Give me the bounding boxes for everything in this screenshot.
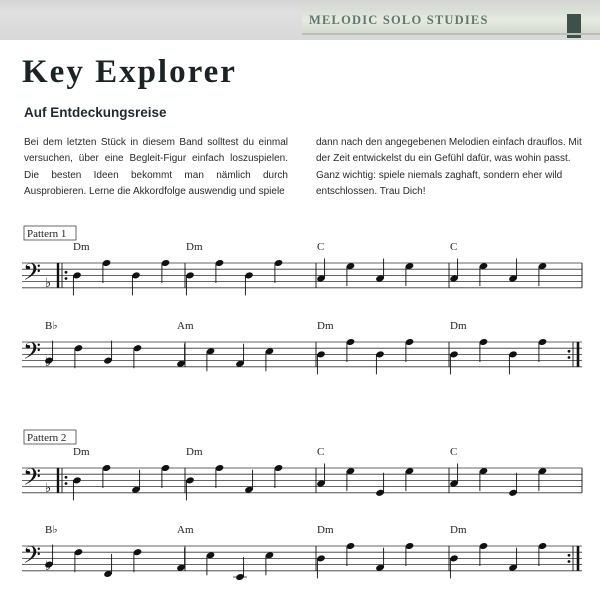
flat-key-signature-icon: ♭ — [45, 480, 52, 496]
bass-clef-icon: 𝄢 — [23, 541, 42, 574]
repeat-dot — [568, 560, 571, 563]
repeat-dot — [568, 350, 571, 353]
bass-clef-icon: 𝄢 — [23, 258, 42, 291]
repeat-dot — [65, 482, 68, 485]
repeat-dot — [65, 277, 68, 280]
flat-key-signature-icon: ♭ — [45, 275, 52, 291]
chord-symbol: Dm — [450, 524, 467, 536]
page-title: Key Explorer — [22, 54, 237, 90]
chord-symbol: C — [450, 446, 458, 458]
repeat-dot — [568, 554, 571, 557]
chord-symbol: Dm — [317, 524, 334, 536]
body-text-right: dann nach den angegebenen Melodien einfach drauflos. Mit der Zeit entwickelst du ein Gefühl dafür, was wohin passt. Ganz wichtig: spiele niemals zaghaft, sondern eher wild entschlossen. Trau Dich! — [316, 137, 582, 197]
bass-clef-icon: 𝄢 — [23, 463, 42, 496]
bass-clef-icon: 𝄢 — [23, 337, 42, 370]
chord-symbol: Am — [177, 524, 194, 536]
chord-symbol: Am — [177, 320, 194, 332]
chord-symbol: C — [317, 446, 325, 458]
chord-symbol: Dm — [73, 446, 90, 458]
section-title: MELODIC SOLO STUDIES — [309, 13, 489, 27]
chord-symbol: Dm — [73, 241, 90, 253]
pattern-label: Pattern 2 — [27, 432, 67, 444]
chord-symbol: C — [450, 241, 458, 253]
repeat-dot — [65, 271, 68, 274]
chord-symbol: B♭ — [45, 524, 58, 536]
chord-symbol: Dm — [450, 320, 467, 332]
repeat-dot — [65, 476, 68, 479]
repeat-dot — [568, 356, 571, 359]
chord-symbol: Dm — [186, 241, 203, 253]
chord-symbol: Dm — [186, 446, 203, 458]
page-subtitle: Auf Entdeckungsreise — [24, 105, 167, 120]
chord-symbol: C — [317, 241, 325, 253]
chord-symbol: B♭ — [45, 320, 58, 332]
body-text-left: Bei dem letzten Stück in diesem Band solltest du einmal versuchen, über eine Begleit-Figur einfach loszuspielen. Die besten Ideen bekommt man nämlich durch Ausprobieren. Lerne die Akkordfolge auswendig und spiele — [24, 137, 288, 197]
chord-symbol: Dm — [317, 320, 334, 332]
pattern-label: Pattern 1 — [27, 228, 67, 240]
